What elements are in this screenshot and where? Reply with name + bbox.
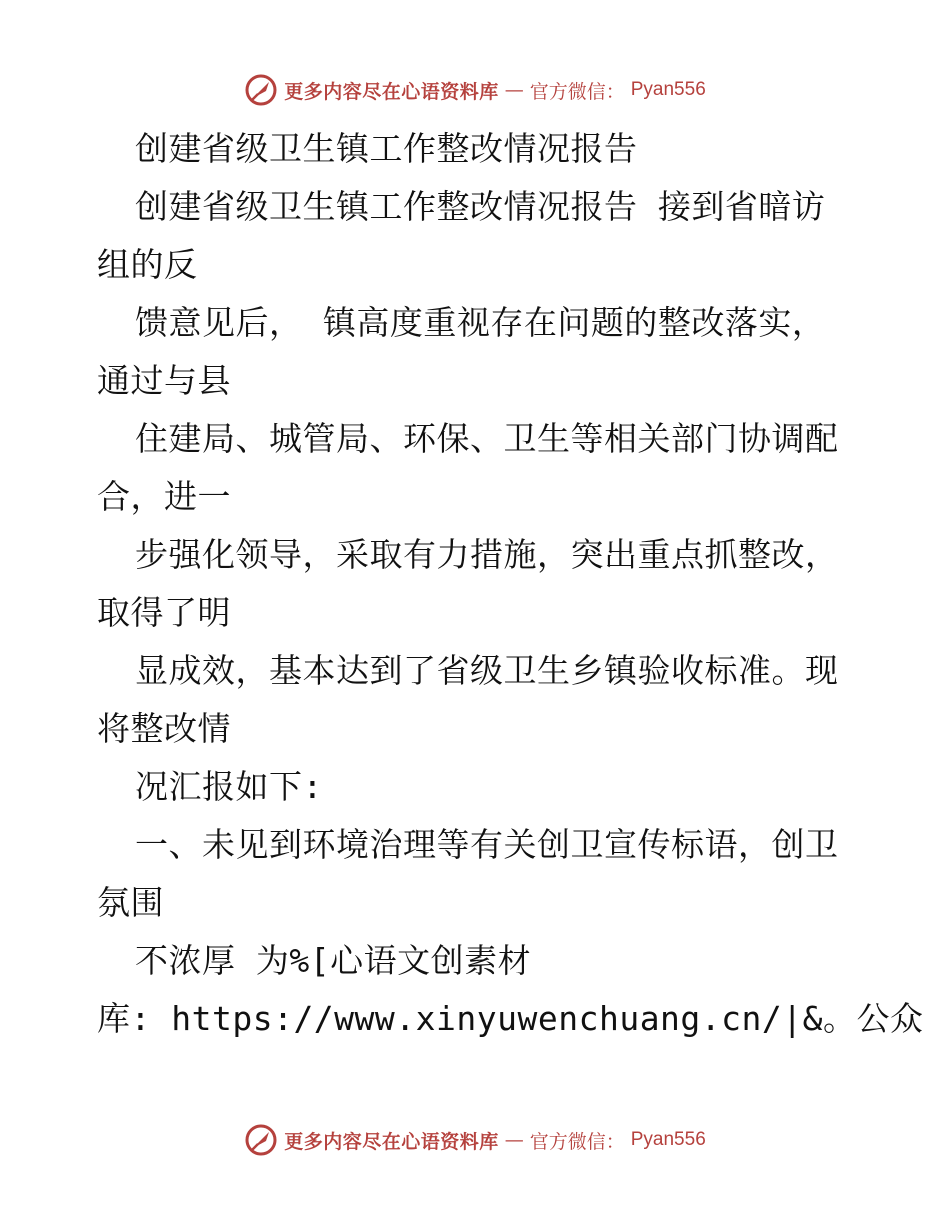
text-line: 库: https://www.xinyuwenchuang.cn/|&。公众 [97, 999, 924, 1038]
quill-logo-icon [244, 1123, 278, 1157]
brand-text: 更多内容尽在心语资料库 [284, 1130, 499, 1153]
quill-logo-icon [244, 73, 278, 107]
text-line: 创建省级卫生镇工作整改情况报告 [135, 129, 638, 168]
text-line: 将整改情 [97, 709, 231, 748]
banner-separator: — [504, 79, 524, 101]
wechat-label: 官方微信： [529, 80, 625, 103]
text-line: 氛围 [97, 883, 164, 922]
text-line: 住建局、城管局、环保、卫生等相关部门协调配 [135, 419, 839, 458]
text-line: 创建省级卫生镇工作整改情况报告 接到省暗访 [135, 187, 826, 226]
text-line: 显成效，基本达到了省级卫生乡镇验收标准。现 [135, 651, 839, 690]
text-line: 通过与县 [97, 361, 231, 400]
footer-watermark-banner [0, 1120, 950, 1160]
text-line: 一、未见到环境治理等有关创卫宣传标语，创卫 [135, 825, 839, 864]
text-line: 步强化领导，采取有力措施，突出重点抓整改， [135, 535, 839, 574]
banner-separator: — [504, 1129, 524, 1151]
text-line: 况汇报如下: [135, 767, 323, 806]
text-line: 合，进一 [97, 477, 231, 516]
text-line: 取得了明 [97, 593, 231, 632]
text-line: 馈意见后， 镇高度重视存在问题的整改落实， [135, 303, 826, 342]
brand-text: 更多内容尽在心语资料库 [284, 80, 499, 103]
wechat-id: Pyan556 [630, 1129, 706, 1150]
wechat-id: Pyan556 [630, 79, 706, 100]
document-body [97, 120, 924, 1048]
text-line: 不浓厚 为%[心语文创素材 [135, 941, 532, 980]
text-line: 组的反 [97, 245, 198, 284]
wechat-label: 官方微信： [529, 1130, 625, 1153]
header-watermark-banner [0, 70, 950, 110]
